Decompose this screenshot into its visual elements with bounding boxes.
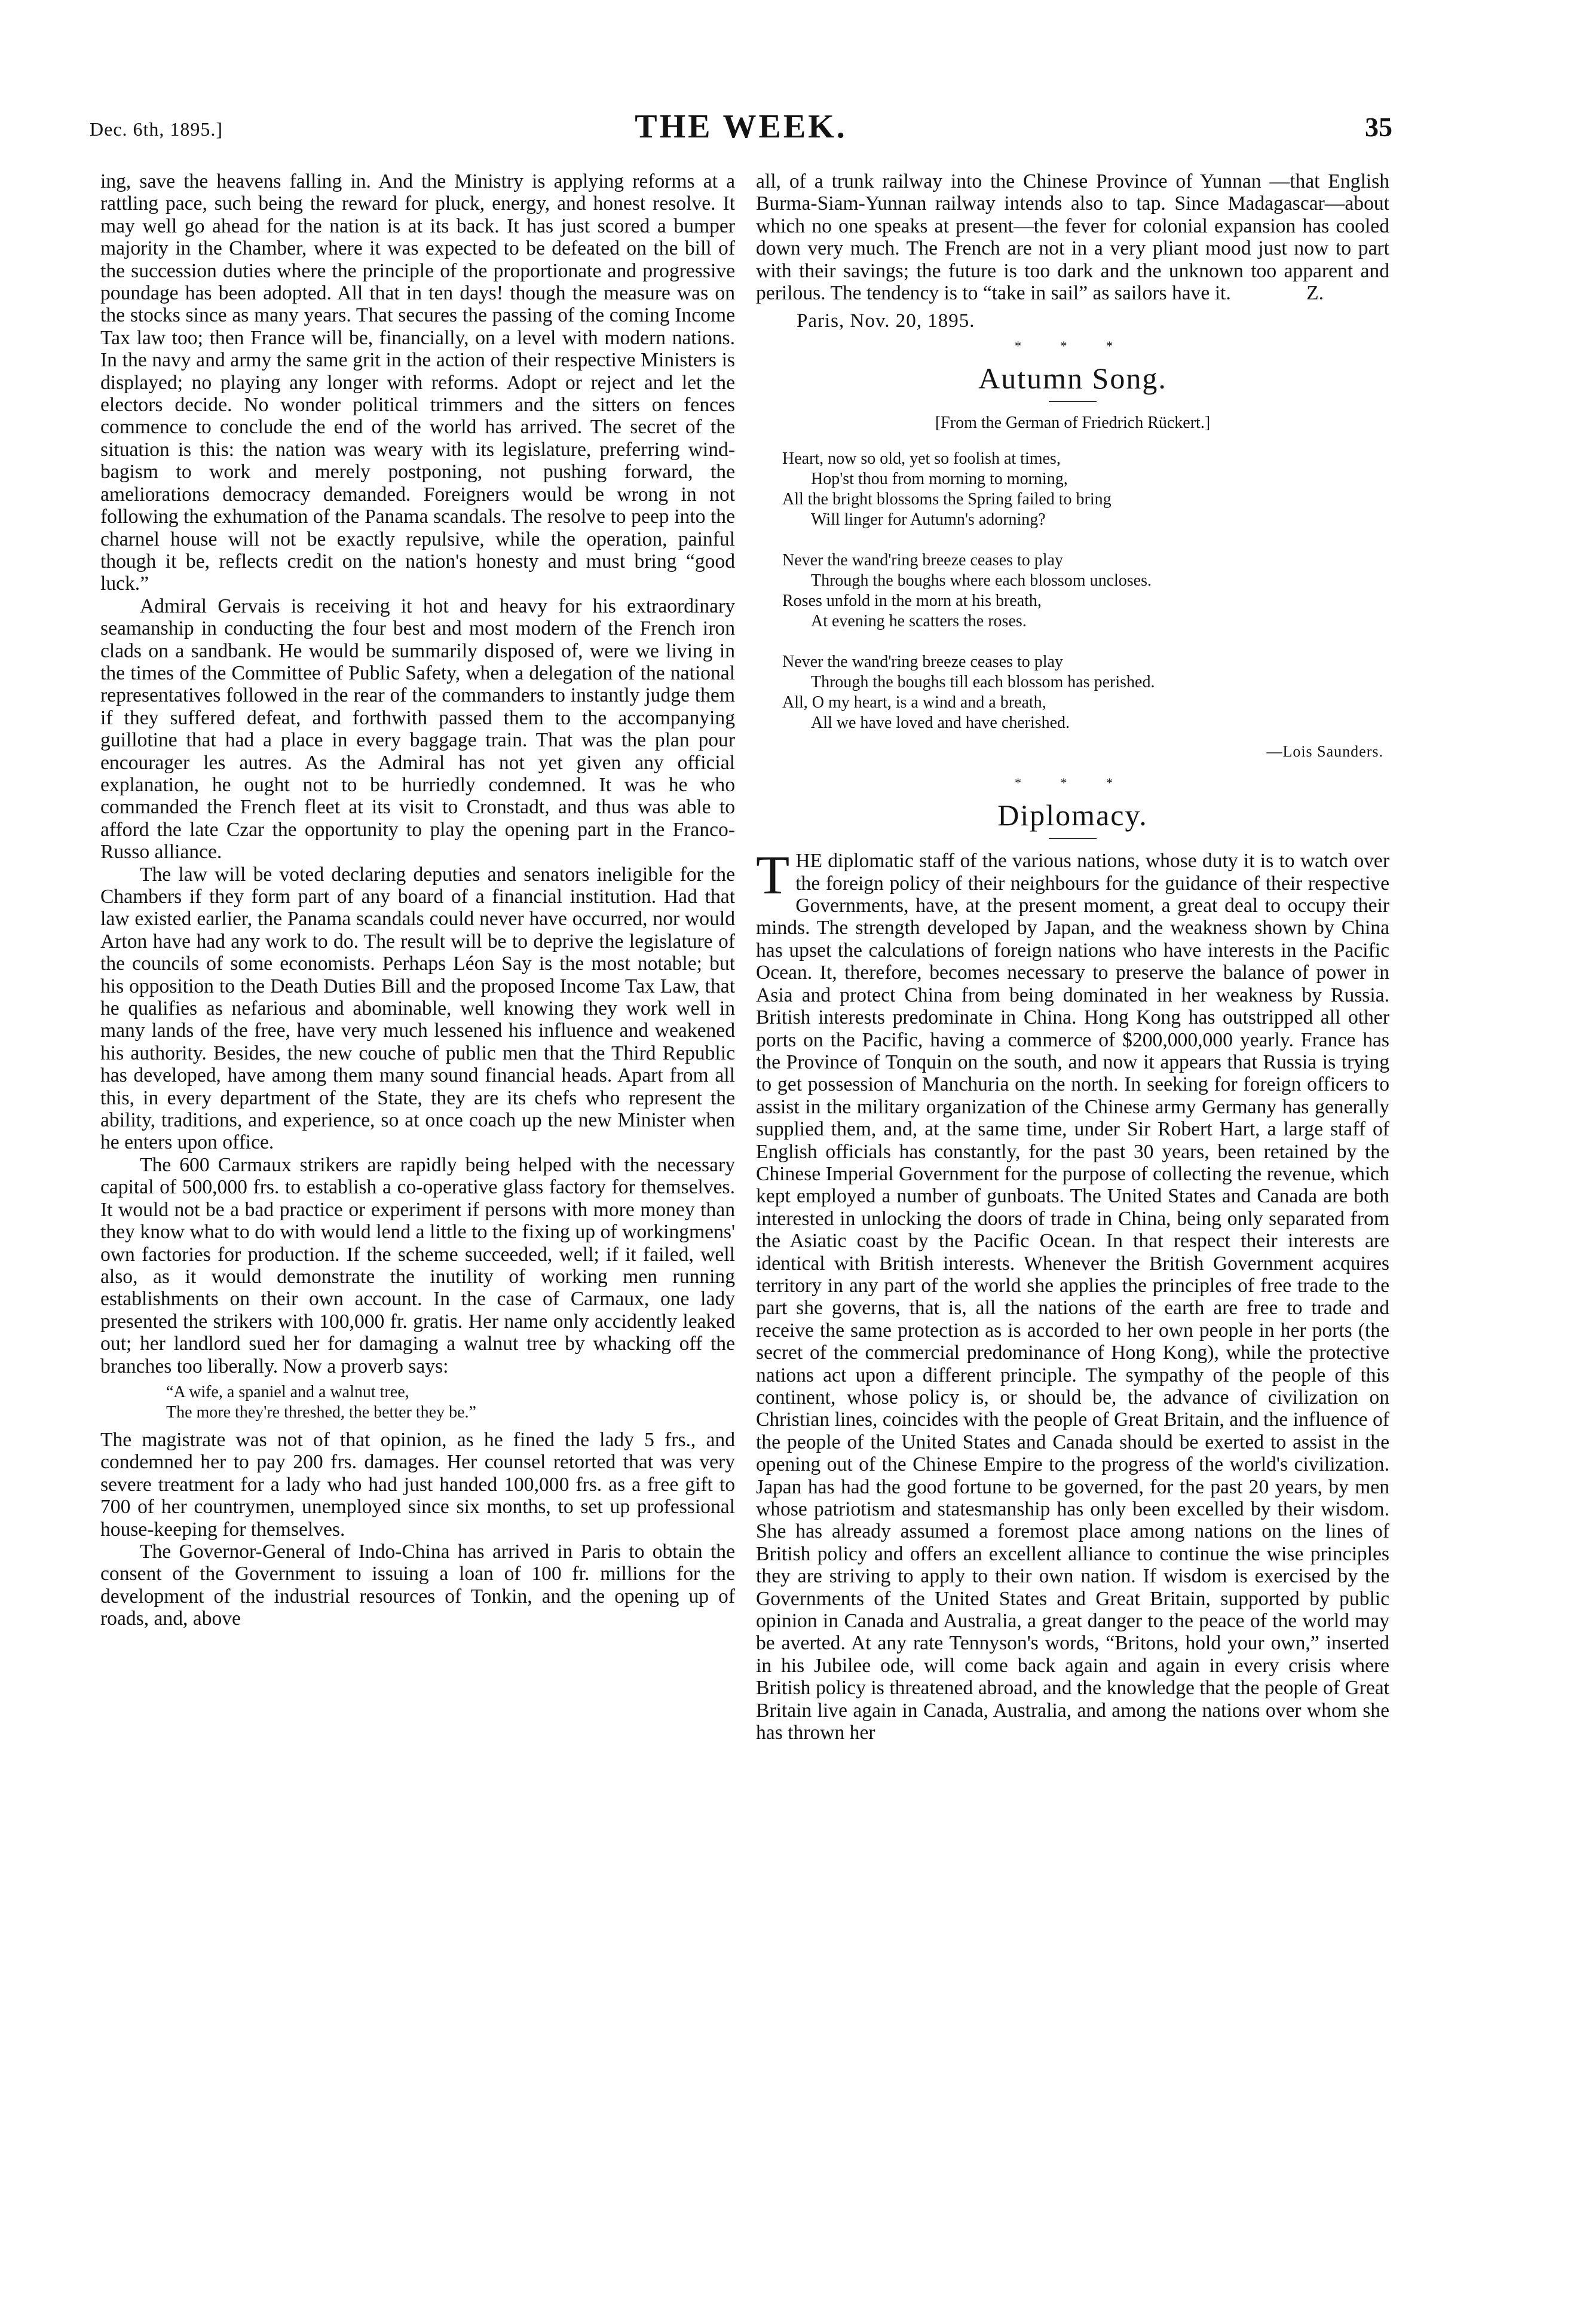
running-head bbox=[90, 108, 1392, 149]
paragraph-diplomacy bbox=[756, 844, 1389, 1744]
poem-line: Will linger for Autumn's adorning? bbox=[811, 510, 1046, 529]
author-signoff: Z. bbox=[1306, 282, 1324, 305]
poem-line: At evening he scatters the roses. bbox=[811, 611, 1027, 630]
poem-title: Autumn Song. bbox=[978, 361, 1167, 395]
proverb-line: The more they're threshed, the better they be.” bbox=[166, 1403, 476, 1422]
poem-line: Through the boughs till each blossom has perished. bbox=[811, 672, 1155, 691]
paragraph-admiral-gervais: Admiral Gervais is receiving it hot and heavy for his extraordinary seamanship in conducting the four best and most modern of the French iron clads on a sandbank. He would be summarily disposed of, were we living in the times of the Committee of Public Safety, when a delegation of the national representatives followed in the rear of the commanders to instantly judge them if they suffered defeat, and forthwith passed them to the accompanying guillotine that had a place in every baggage train. That was the plan pour encourager les autres. As the Admiral has not yet given any official explanation, he ought not to be hurriedly condemned. It was he who commanded the French fleet at its visit to Cronstadt, and thus was able to afford the late Czar the opportunity to play the opening part in the Franco-Russo alliance. bbox=[100, 595, 735, 864]
poem-stanza bbox=[782, 550, 1389, 632]
page-number: 35 bbox=[1365, 112, 1392, 142]
poem-source: [From the German of Friedrich Rückert.] bbox=[935, 413, 1211, 432]
poem-line: Through the boughs where each blossom uncloses. bbox=[811, 571, 1152, 590]
poem-line: Heart, now so old, yet so foolish at times, bbox=[782, 449, 1061, 468]
masthead-title: THE WEEK. bbox=[635, 108, 847, 145]
paragraph-indo-china-loan: The Governor-General of Indo-China has arrived in Paris to obtain the consent of the Government to issuing a loan of 100 fr. millions for the development of the industrial resources of Tonkin, and the opening up of roads, and, above bbox=[100, 1540, 735, 1630]
right-column bbox=[756, 170, 1389, 1744]
continuation-text: all, of a trunk railway into the Chinese Province of Yunnan —that English Burma-Siam-Yunnan railway intends also to tap. Since Madagascar—about which no one speaks at present—the fever for colonial expansion has cooled down very much. The French are not in a very pliant mood just now to part with their savings; the future is too dark and the unknown too apparent and perilous. The tendency is to “take in sail” as sailors have it. bbox=[756, 170, 1389, 305]
poem-line: All, O my heart, is a wind and a breath, bbox=[782, 693, 1046, 712]
paragraph-magistrate: The magistrate was not of that opinion, as he fined the lady 5 frs., and condemned her to pay 200 frs. damages. Her counsel retorted that was very severe treatment for a lady who had just handed 100,000 frs. as a free gift to 700 of her countrymen, unemployed since six months, to set up professional house-keeping for themselves. bbox=[100, 1428, 735, 1541]
poem-line: Hop'st thou from morning to morning, bbox=[811, 469, 1068, 488]
poem-stanza bbox=[782, 449, 1389, 530]
poem-line: All we have loved and have cherished. bbox=[811, 713, 1070, 732]
poem-line: All the bright blossoms the Spring failed to bring bbox=[782, 489, 1112, 509]
walnut-proverb bbox=[166, 1382, 735, 1423]
poem-attribution: —Lois Saunders. bbox=[1266, 742, 1383, 760]
section-separator: * * * bbox=[1015, 338, 1131, 353]
paragraph-deputies-law: The law will be voted declaring deputies and senators ineligible for the Chambers if they form part of any board of a financial institution. Had that law existed earlier, the Panama scandals could never have occurred, nor would Arton have had any work to do. The result will be to deprive the legislature of the councils of some economists. Perhaps Léon Say is the most notable; but his opposition to the Death Duties Bill and the proposed Income Tax Law, that he qualifies as nefarious and abominable, well knowing they work well in many lands of the free, have very much lessened his influence and weakened his authority. Besides, the new couche of public men that the Third Republic has developed, have among them many sound financial heads. Apart from all this, in every department of the State, they are its chefs who represent the ability, traditions, and experience, so at once coach up the new Minister when he enters upon office. bbox=[100, 863, 735, 1154]
proverb-line: “A wife, a spaniel and a walnut tree, bbox=[166, 1382, 409, 1401]
left-column bbox=[100, 170, 735, 1630]
paragraph-ministry-reforms: ing, save the heavens falling in. And the Ministry is applying reforms at a rattling pace, such being the reward for pluck, energy, and honest resolve. It may well go ahead for the nation is at its back. It has just scored a bumper majority in the Chamber, where it was expected to be defeated on the bill of the succession duties where the principle of the proportionate and progressive poundage has been adopted. All that in ten days! though the measure was on the stocks since as many years. That secures the passing of the coming Income Tax law too; then France will be, financially, on a level with modern nations. In the navy and army the same grit in the action of their respective Ministers is displayed; no playing any longer with reforms. Adopt or reject and let the electors decide. No wonder political trimmers and the sitters on fences commence to conclude the end of the world has arrived. The secret of the situation is this: the nation was weary with its legislature, preferring wind-bagism to work and merely postponing, not pushing forward, the ameliorations democracy demanded. Foreigners would be wrong in not following the exhumation of the Panama scandals. The resolve to peep into the charnel house will not be exactly repulsive, while the operation, painful though it be, reflects credit on the nation's honesty and must bring “good luck.” bbox=[100, 170, 735, 595]
title-rule bbox=[1049, 401, 1097, 402]
article-title: Diplomacy. bbox=[997, 798, 1148, 832]
dateline: Paris, Nov. 20, 1895. bbox=[797, 310, 975, 332]
diplomacy-text: HE diplomatic staff of the various nations, whose duty it is to watch over the foreign policy of their neighbours for the guidance of their respective Governments, have, at the present moment, a great deal to occupy their minds. The strength developed by Japan, and the weakness shown by China has upset the calculations of foreign nations who have interests in the Pacific Ocean. It, therefore, becomes necessary to preserve the balance of power in Asia and protect China from being dominated in her weakness by Russia. British interests predominate in China. Hong Kong has outstripped all other ports on the Pacific, having a commerce of $200,000,000 yearly. France has the Province of Tonquin on the south, and now it appears that Russia is trying to get possession of Manchuria on the north. In seeking for foreign officers to assist in the military organization of the Chinese army Germany has generally supplied them, and, at the same time, under Sir Robert Hart, a large staff of English officials has constantly, for the past 30 years, been retained by the Chinese Imperial Government for the purpose of collecting the revenue, which kept employed a number of gunboats. The United States and Canada are both interested in unlocking the doors of trade in China, being only separated from the Asiatic coast by the Pacific Ocean. In that respect their interests are identical with British interests. Whenever the British Government acquires territory in any part of the world she applies the principles of free trade to the part she governs, that is, all the nations of the earth are free to trade and receive the same protection as is accorded to her own people in her ports (the secret of the commercial predominance of Hong Kong), while the protective nations act upon a different principle. The sympathy of the people of this continent, whose policy is, or should be, the advance of civilization on Christian lines, coincides with the people of Great Britain, and the influence of the people of the United States and Canada should be exerted to assist in the opening out of the Chinese Empire to the progress of the world's civilization. Japan has had the good fortune to be governed, for the past 20 years, by men whose patriotism and statesmanship has only been excelled by their wisdom. She has already assumed a foremost place among nations on the lines of British policy and offers an excellent alliance to continue the wise principles they are striving to apply to their own nation. If wisdom is exercised by the Governments of the United States and Great Britain, supported by public opinion in Canada and Australia, a great danger to the peace of the world may be averted. At any rate Tennyson's words, “Britons, hold your own,” inserted in his Jubilee ode, will come back again and again in every crisis where British policy is threatened abroad, and the knowledge that the people of Great Britain live again in Canada, Australia, and among the nations over whom she has thrown her bbox=[756, 850, 1389, 1744]
issue-date: Dec. 6th, 1895.] bbox=[90, 118, 223, 140]
drop-cap: T bbox=[756, 844, 790, 906]
paragraph-carmaux-strikers: The 600 Carmaux strikers are rapidly being helped with the necessary capital of 500,000 frs. to establish a co-operative glass factory for themselves. It would not be a bad practice or experiment if persons with more money than they know what to do with would lend a little to the fixing up of workingmens' own factories for production. If the scheme succeeded, well; if it failed, well also, as it would demonstrate the inutility of working men running establishments on their own account. In the case of Carmaux, one lady presented the strikers with 100,000 fr. gratis. Her name only accidently leaked out; her landlord sued her for damaging a walnut tree by whacking off the branches too liberally. Now a proverb says: bbox=[100, 1153, 735, 1377]
title-rule bbox=[1049, 838, 1097, 839]
poem-line: Never the wand'ring breeze ceases to play bbox=[782, 550, 1063, 569]
poem-line: Never the wand'ring breeze ceases to play bbox=[782, 652, 1063, 671]
poem-line: Roses unfold in the morn at his breath, bbox=[782, 591, 1042, 610]
section-separator: * * * bbox=[1015, 775, 1131, 791]
autumn-song-poem bbox=[782, 449, 1389, 733]
poem-stanza bbox=[782, 652, 1389, 733]
paragraph-yunnan-railway bbox=[756, 170, 1389, 304]
